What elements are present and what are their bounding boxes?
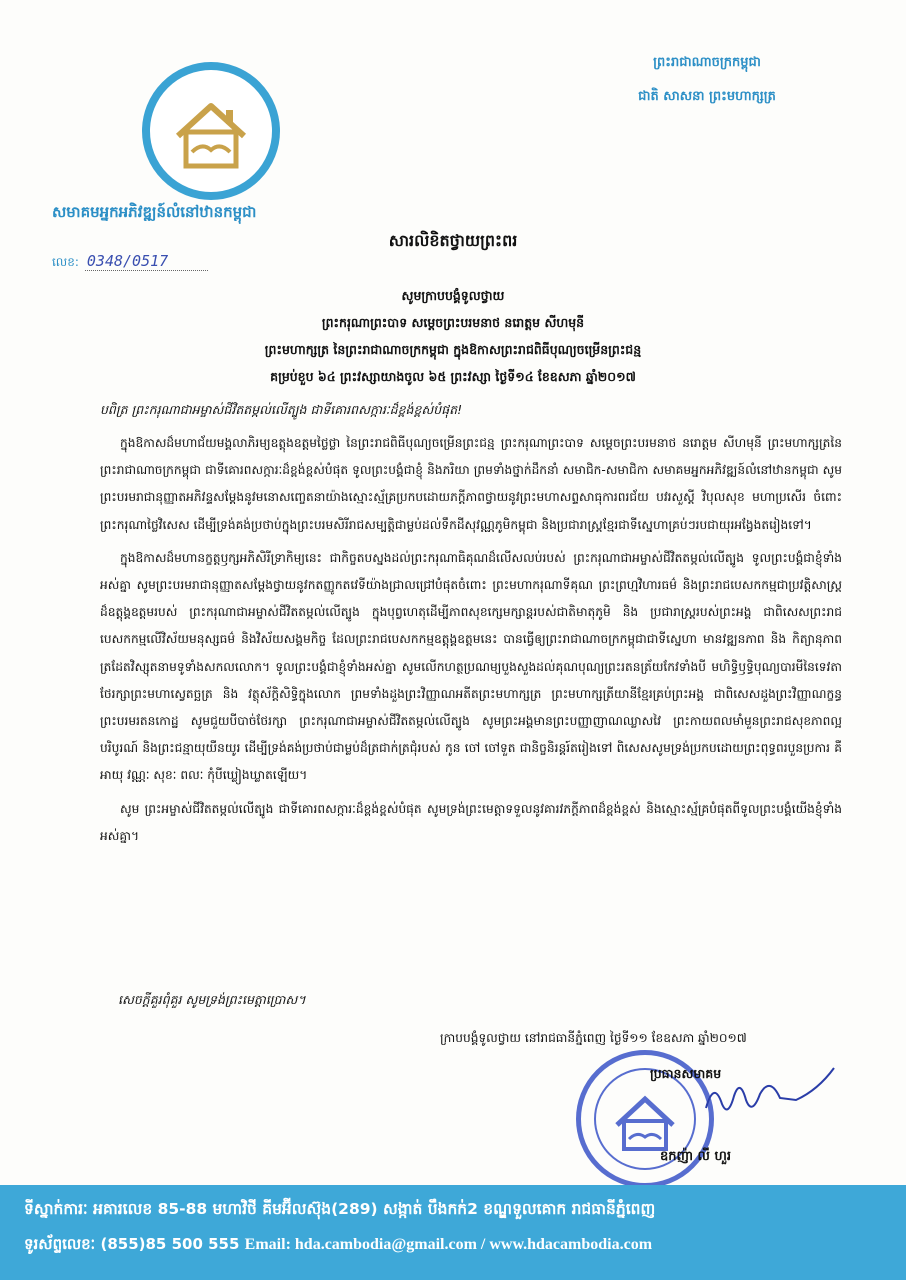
- footer-contact: [24, 1235, 652, 1257]
- body-paragraph: ក្នុងឱកាសដ៏មហានក្ខត្តឫក្សអភិសិរីទ្រាកិម្យនេះ ជាកិច្ចតបស្នងដល់ព្រះករុណាធិគុណដ៏លើសលប់របស់ ព្រះករុណាជាអម្ចាស់ជីវិតតម្កល់លើត្បូង ទូលព្រះបង្គំជាខ្ញុំទាំងអស់គ្នា សូមព្រះបរមរាជានុញ្ញាតសម្តែងថ្វាយនូវកតញ្ញូកតវេទីយ៉ាងជ្រាលជ្រៅបំផុតចំពោះ ព្រះមហាករុណាទីគុណ ព្រះព្រហ្មវិហារធម៌ និងព្រះរាជបេសកកម្មជាប្រវត្តិសាស្ត្រដ៏ឧត្តុង្គឧត្តមរបស់ ព្រះករុណាជាអម្ចាស់ជីវិតតម្កល់លើត្បូង ក្នុងបុព្វហេតុដើម្បីភាពសុខក្សេមក្សាន្តរបស់ជាតិមាតុភូមិ និង ប្រជារាស្ត្ររបស់ព្រះអង្គ ជាពិសេសព្រះរាជបេសកកម្មលើវិស័យមនុស្សធម៌ និងវិស័យសង្គមកិច្ច ដែលព្រះរាជបេសកកម្មឧត្តុង្គឧត្តមនេះ បានធ្វើឲ្យព្រះរាជាណាចក្រកម្ពុជាជាទីស្នេហា មានវឌ្ឍនភាព និង កិត្យានុភាពត្រដែតវិស្សុតនាមទូទាំងសកលលោក។ ទូលព្រះបង្គំជាខ្ញុំទាំងអស់គ្នា សូមលើកហត្ថប្រណម្យបួងសួងដល់គុណបុណ្យព្រះរតនត្រ័យកែវទាំងបី មហិទ្ធិឫទ្ធិបុណ្យបារមីនៃទេវតាថែរក្សាព្រះមហាស្វេតច្ឆត្រ និង វត្ថុស័ក្តិសិទ្ធិក្នុងលោក ព្រមទាំងដួងព្រះវិញ្ញាណអតីតព្រះមហាក្សត្រ ព្រះមហាក្សត្រីយានីខ្មែរគ្រប់ព្រះអង្គ ជាពិសេសដួងព្រះវិញ្ញាណក្ខន្ធព្រះបរមរតនកោដ្ឋ សូមជួយបីបាច់ថែរក្សា ព្រះករុណាជាអម្ចាស់ជីវិតតម្កល់លើត្បូង សូមព្រះអង្គមានព្រះបញ្ញាញាណឈ្លាសវៃ ព្រះកាយពលមាំមួនព្រះរាជសុខភាពល្អបរិបូរណ៍ និងព្រះជន្មាយុយឺនយូរ ដើម្បីទ្រង់គង់ប្រថាប់ជាម្លប់ដ៏ត្រជាក់ត្រជុំរបស់ កូន ចៅ ចៅទួត ជានិច្ចនិរន្តរ៍តរៀងទៅ ពិសេសសូមទ្រង់ប្រកបដោយព្រះពុទ្ធពរបួនប្រការ គឺ អាយុ វណ្ណៈ សុខៈ ពលៈ កុំបីឃ្លៀងឃ្លាតឡើយ។: [100, 550, 842, 783]
- footer-address: ទីស្នាក់ការៈ អគារលេខ 85-88 មហាវិថី គីមអ៊ីលស៊ុង(289) សង្កាត់ បឹងកក់2 ខណ្ឌទួលគោក រាជធានីភ្នំពេញ: [24, 1200, 656, 1218]
- letter-subheading: [60, 282, 846, 390]
- signatory-title: ប្រធានសមាគម: [650, 1066, 722, 1081]
- reference-number: [52, 252, 208, 272]
- organization-name: សមាគមអ្នកអភិវឌ្ឍន៍លំនៅឋានកម្ពុជា: [52, 203, 257, 221]
- footer-bar: [0, 1185, 906, 1280]
- handwritten-signature: [700, 1060, 840, 1134]
- association-logo: [142, 62, 280, 200]
- kingdom-motto: [582, 46, 832, 114]
- letter-title: សារលិខិតថ្វាយព្រះពរ: [388, 231, 518, 250]
- body-paragraph: សូម ព្រះអម្ចាស់ជីវិតតម្កល់លើត្បូង ជាទីគោរពសក្ការៈដ៏ខ្ពង់ខ្ពស់បំផុត សូមទ្រង់ព្រះមេត្តាទទួលនូវគារវភក្តីភាពដ៏ខ្ពង់ខ្ពស់ និងស្មោះស្ម័គ្របំផុតពីទូលព្រះបង្គំយើងខ្ញុំទាំងអស់គ្នា។: [100, 801, 842, 843]
- salutation: បពិត្រ ព្រះករុណាជាអម្ចាស់ជីវិតតម្កល់លើត្បូង ជាទីគោរពសក្ការៈដ៏ខ្ពង់ខ្ពស់បំផុត!: [100, 402, 463, 417]
- subheading-line: គម្រប់ខួប ៦៤ ព្រះវស្សាយាងចូល ៦៥ ព្រះវស្សា ថ្ងៃទី១៤ ខែឧសភា ឆ្នាំ២០១៧: [270, 369, 636, 384]
- phone-number: (855)85 500 555: [100, 1235, 240, 1253]
- subheading-line: ព្រះករុណាព្រះបាទ សម្តេចព្រះបរមនាថ នរោត្តម សីហមុនី: [321, 315, 585, 330]
- signature-date-line: ក្រាបបង្គំទូលថ្វាយ នៅរាជធានីភ្នំពេញ ថ្ងៃទី១១ ខែឧសភា ឆ្នាំ២០១៧: [440, 1031, 747, 1045]
- reference-label: លេខ:: [52, 255, 79, 269]
- house-handshake-icon: [150, 70, 272, 192]
- closing-line: សេចក្តីគួរពុំគួរ សូមទ្រង់ព្រះមេត្តាប្រោស។: [118, 992, 306, 1007]
- signatory-name: ឧកញ៉ា លី ហួរ: [660, 1149, 731, 1164]
- motto-line: ជាតិ សាសនា ព្រះមហាក្សត្រ: [638, 89, 776, 104]
- reference-value: 0348/0517: [85, 252, 208, 271]
- letter-body: [100, 430, 842, 856]
- phone-label: ទូរស័ព្ទលេខៈ: [24, 1235, 96, 1253]
- kingdom-line: ព្រះរាជាណាចក្រកម្ពុជា: [653, 55, 761, 70]
- subheading-line: ព្រះមហាក្សត្រ នៃព្រះរាជាណាចក្រកម្ពុជា ក្នុងឱកាសព្រះរាជពិធីបុណ្យចម្រើនព្រះជន្ម: [264, 342, 642, 357]
- email-website: Email: hda.cambodia@gmail.com / www.hdacambodia.com: [244, 1236, 653, 1253]
- subheading-line: សូមក្រាបបង្គំទូលថ្វាយ: [401, 288, 505, 303]
- body-paragraph: ក្នុងឱកាសដ៏មហាជ័យមង្គលាភិរម្យឧត្តុងឧត្តមថ្លៃថ្លា នៃព្រះរាជពិធីបុណ្យចម្រើនព្រះជន្ម ព្រះករុណាព្រះបាទ សម្តេចព្រះបរមនាថ នរោត្តម សីហមុនី ព្រះមហាក្សត្រនៃព្រះរាជាណាចក្រកម្ពុជា ជាទីគោរពសក្ការៈដ៏ខ្ពង់ខ្ពស់បំផុត ទូលព្រះបង្គំជាខ្ញុំ និងភរិយា ព្រមទាំងថ្នាក់ដឹកនាំ សមាជិក-សមាជិកា សមាគមអ្នកអភិវឌ្ឍន៍លំនៅឋានកម្ពុជា សូមព្រះបរមរាជានុញ្ញាតអភិវន្ទសម្តែងនូវមនោសញ្ចេតនាយ៉ាងស្មោះស្ម័គ្រប្រកបដោយភក្តីភាពថ្វាយនូវព្រះមហាសព្ទសាធុការពរជ័យ បវរសួស្តី វិបុលសុខ មហាប្រសើរ ចំពោះព្រះករុណាថ្លៃវិសេស ដើម្បីទ្រង់គង់ប្រថាប់ក្នុងព្រះបរមសិរីរាជសម្បត្តិជាម្លប់ដល់ទឹកដីសុវណ្ណភូមិកម្ពុជា និងប្រជារាស្ត្រខ្មែរជាទីស្នេហាគ្រប់ៗរបជាយុរអង្វែងតរៀងទៅ។: [100, 436, 842, 532]
